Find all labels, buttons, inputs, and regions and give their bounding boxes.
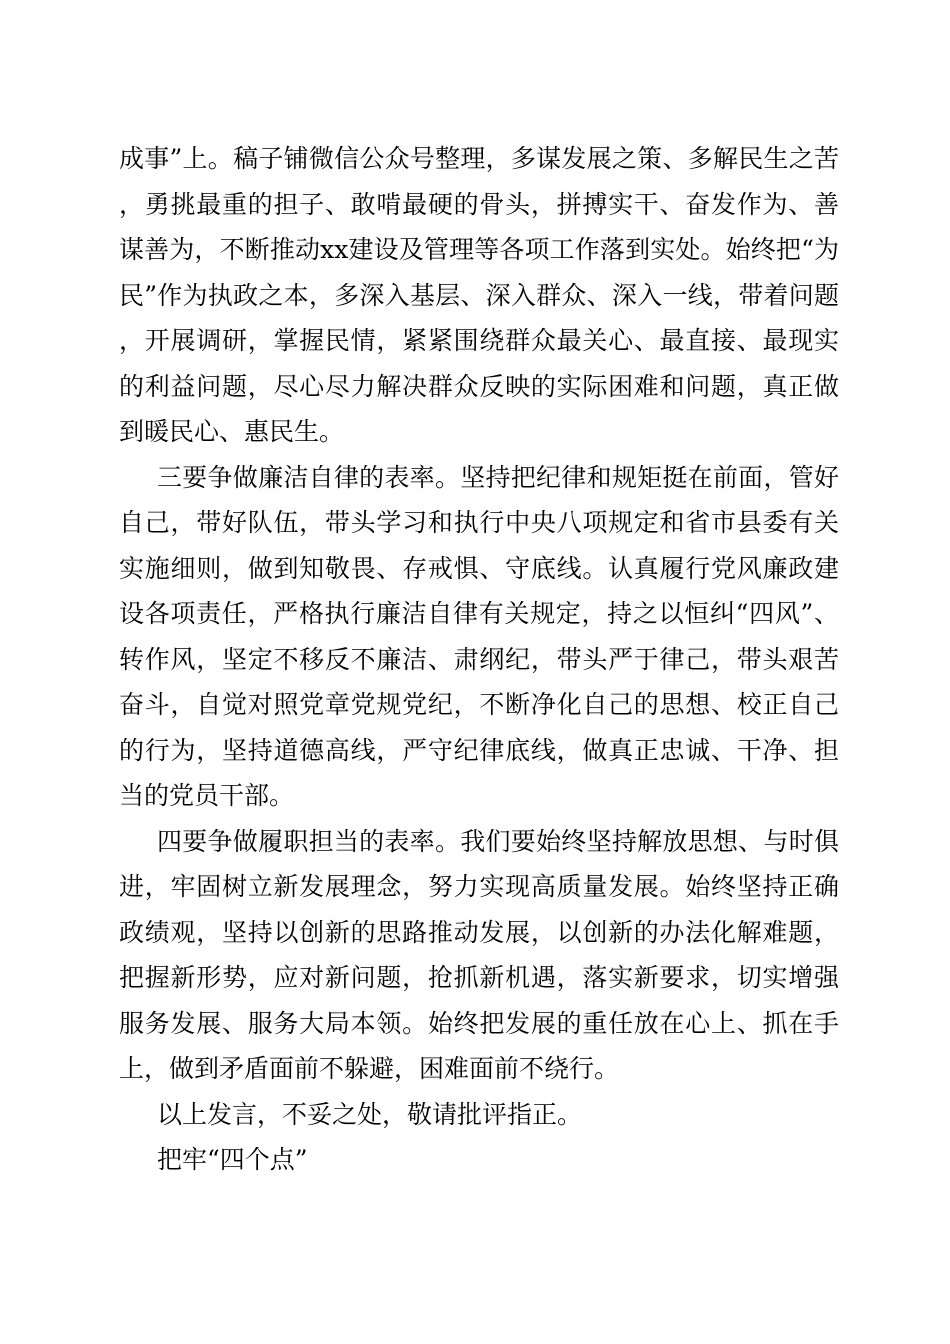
paragraph-duty: 四要争做履职担当的表率。我们要始终坚持解放思想、与时俱进，牢固树立新发展理念，努力实现高质量发展。始终坚持正确政绩观，坚持以创新的思路推动发展，以创新的办法化解难题，把握新形势，应对新问题，抢抓新机遇，落实新要求，切实增强服务发展、服务大局本领。始终把发展的重任放在心上、抓在手上，做到矛盾面前不躲避，困难面前不绕行。 (119, 826, 839, 1083)
section-heading: 把牢“四个点” (157, 1145, 308, 1174)
document-body (119, 136, 839, 1183)
paragraph-continuation: 成事”上。稿子铺微信公众号整理，多谋发展之策、多解民生之苦，勇挑最重的担子、敢啃最硬的骨头，拼搏实干、奋发作为、善谋善为，不断推动xx建设及管理等各项工作落到实处。始终把“为民”作为执政之本，多深入基层、深入群众、深入一线，带着问题，开展调研，掌握民情，紧紧围绕群众最关心、最直接、最现实的利益问题，尽心尽力解决群众反映的实际困难和问题，真正做到暖民心、惠民生。 (119, 144, 839, 446)
paragraph-integrity: 三要争做廉洁自律的表率。坚持把纪律和规矩挺在前面，管好自己，带好队伍，带头学习和执行中央八项规定和省市县委有关实施细则，做到知敬畏、存戒惧、守底线。认真履行党风廉政建设各项责任，严格执行廉洁自律有关规定，持之以恒纠“四风”、转作风，坚定不移反不廉洁、肃纲纪，带头严于律己，带头艰苦奋斗，自觉对照党章党规党纪，不断净化自己的思想、校正自己的行为，坚持道德高线，严守纪律底线，做真正忠诚、干净、担当的党员干部。 (119, 462, 839, 810)
paragraph-closing: 以上发言，不妥之处，敬请批评指正。 (157, 1099, 583, 1129)
